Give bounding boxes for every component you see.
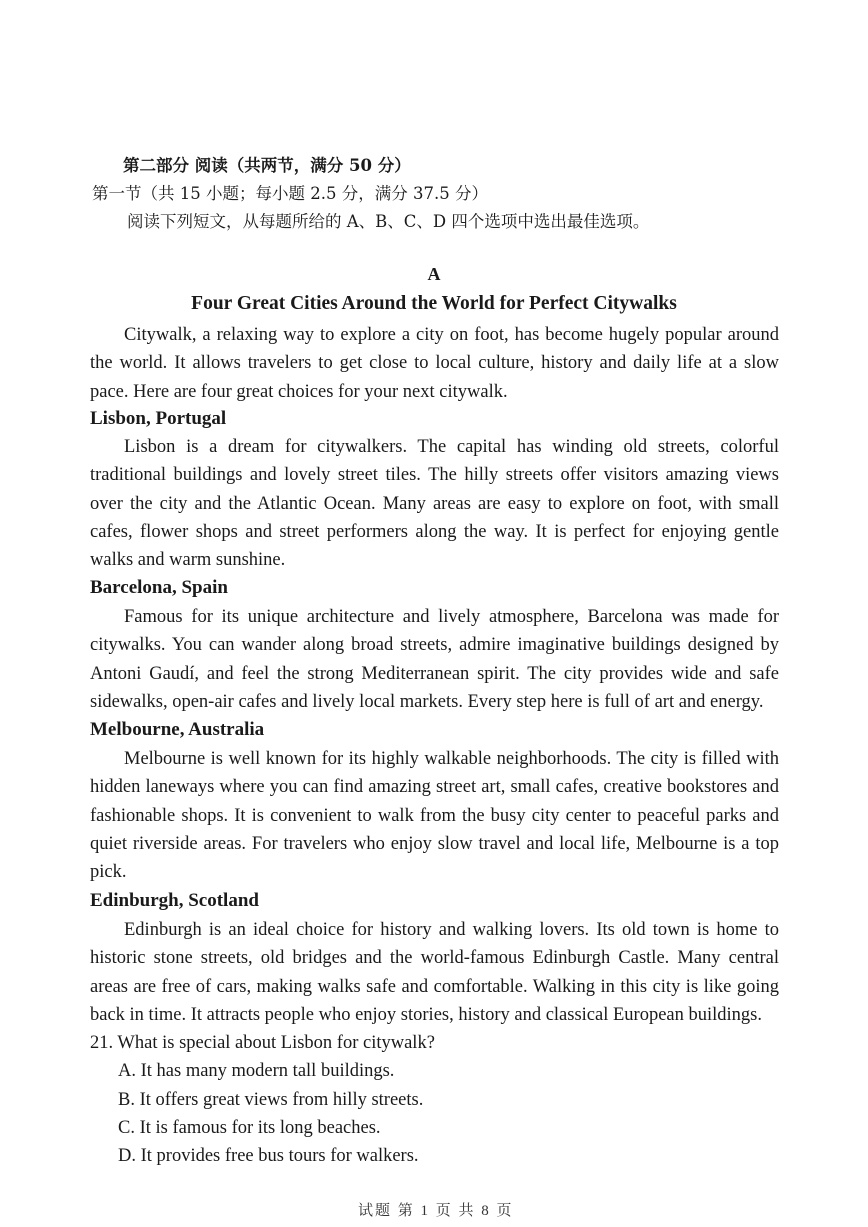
option-a: A. It has many modern tall buildings. (118, 1061, 395, 1081)
city-heading-edinburgh: Edinburgh, Scotland (90, 890, 259, 911)
city-heading-melbourne: Melbourne, Australia (90, 719, 265, 740)
question-stem: 21. What is special about Lisbon for citywalk? (90, 1033, 435, 1053)
city-paragraph-barcelona: Famous for its unique architecture and lively atmosphere, Barcelona was made for citywalks. You can wander along broad streets, admire imaginative buildings designed by Antoni Gaudí, and feel the strong Mediterranean spirit. The city provides wide and safe sidewalks, open-air cafes and lively local markets. Every step here is full of art and energy. (90, 607, 779, 712)
city-heading-lisbon: Lisbon, Portugal (90, 408, 227, 429)
city-heading-barcelona: Barcelona, Spain (90, 577, 228, 598)
section-title: 第二部分 阅读（共两节，满分 50 分） (123, 156, 411, 175)
option-d: D. It provides free bus tours for walkers. (118, 1146, 419, 1166)
section-subtitle: 第一节（共 15 小题；每小题 2.5 分，满分 37.5 分） (92, 184, 488, 203)
option-c: C. It is famous for its long beaches. (118, 1118, 381, 1138)
city-paragraph-lisbon: Lisbon is a dream for citywalkers. The capital has winding old streets, colorful traditional buildings and lovely street tiles. The hilly streets offer visitors amazing views over the city and the Atlantic Ocean. Many areas are easy to explore on foot, with small cafes, flower shops and street performers along the way. It is perfect for enjoying gentle walks and warm sunshine. (90, 437, 779, 571)
passage-title: Four Great Cities Around the World for Perfect Citywalks (191, 293, 677, 314)
city-paragraph-edinburgh: Edinburgh is an ideal choice for history and walking lovers. Its old town is home to historic stone streets, old bridges and the world-famous Edinburgh Castle. Many central areas are free of cars, making walks safe and comfortable. Walking in this city is like going back in time. It attracts people who enjoy stories, history and classical European buildings. (90, 920, 779, 1025)
passage-letter: A (427, 264, 441, 284)
page-footer: 试题 第 1 页 共 8 页 (358, 1203, 514, 1219)
instruction-text: 阅读下列短文，从每题所给的 A、B、C、D 四个选项中选出最佳选项。 (127, 212, 650, 231)
intro-paragraph: Citywalk, a relaxing way to explore a city on foot, has become hugely popular around the world. It allows travelers to get close to local culture, history and daily life at a slow pace. Here are four great choices for your next citywalk. (90, 325, 779, 402)
option-b: B. It offers great views from hilly streets. (118, 1090, 424, 1110)
city-paragraph-melbourne: Melbourne is well known for its highly walkable neighborhoods. The city is filled with hidden laneways where you can find amazing street art, small cafes, creative bookstores and fashionable shops. It is convenient to walk from the busy city center to peaceful parks and quiet riverside areas. For travelers who enjoy slow travel and local life, Melbourne is a top pick. (90, 749, 779, 883)
